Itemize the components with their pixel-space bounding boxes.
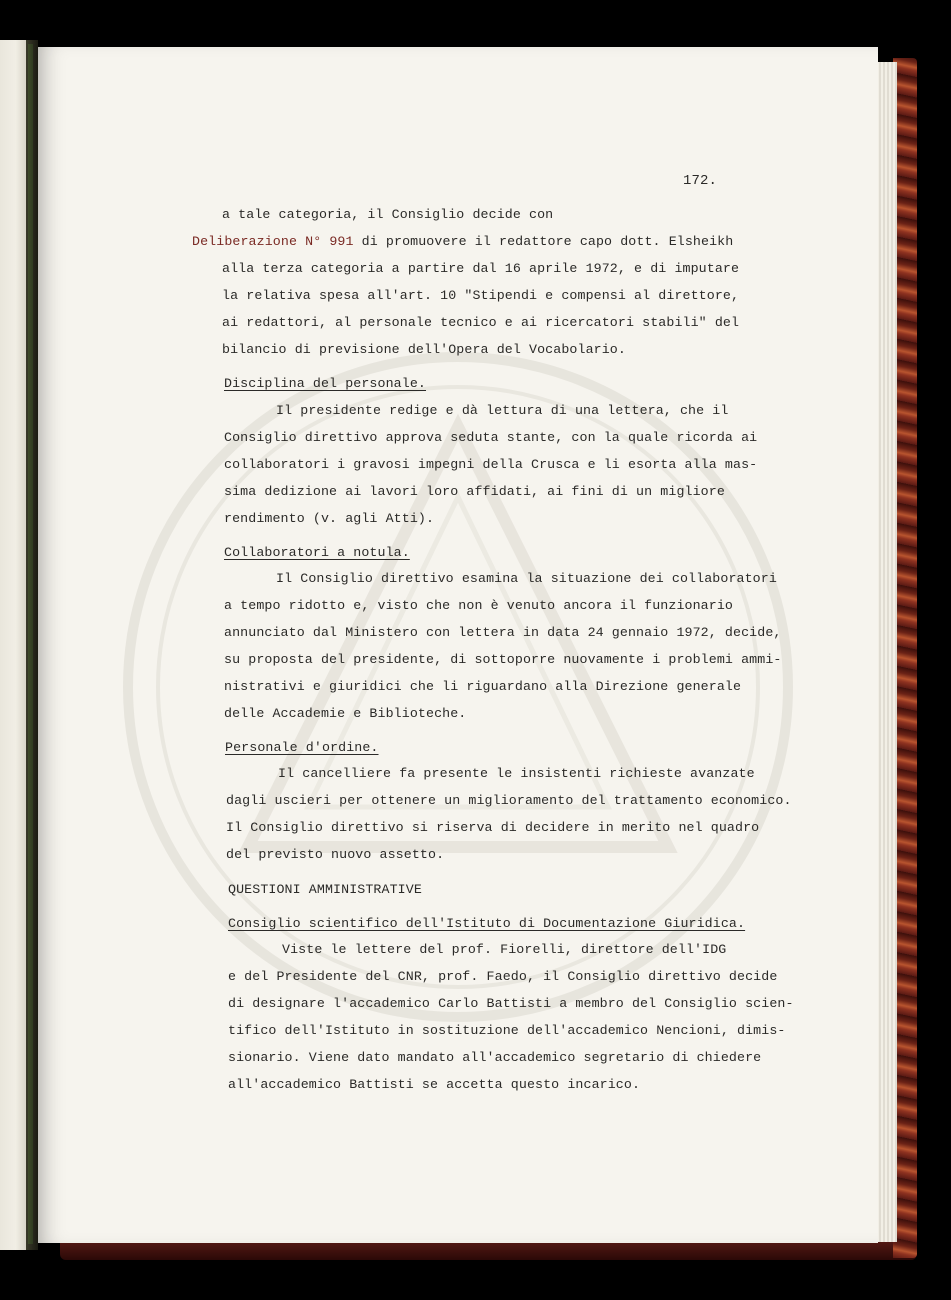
paragraph-line: all'accademico Battisti se accetta questo incarico. <box>228 1077 641 1092</box>
paragraph-line: Il Consiglio direttivo esamina la situazione dei collaboratori <box>276 571 777 586</box>
deliberation-reference: Deliberazione N° 991 <box>192 234 354 249</box>
paragraph-line: collaboratori i gravosi impegni della Crusca e li esorta alla mas- <box>224 457 758 472</box>
section-heading: Collaboratori a notula. <box>224 545 410 560</box>
section-heading: Disciplina del personale. <box>224 376 426 391</box>
paragraph-line: Viste le lettere del prof. Fiorelli, direttore dell'IDG <box>282 942 727 957</box>
paragraph-line: nistrativi e giuridici che li riguardano alla Direzione generale <box>224 679 742 694</box>
paragraph-line: bilancio di previsione dell'Opera del Vocabolario. <box>222 342 626 357</box>
paragraph-line-rest: di promuovere il redattore capo dott. Elsheikh <box>353 234 734 249</box>
paragraph-line: Consiglio direttivo approva seduta stante, con la quale ricorda ai <box>224 430 758 445</box>
paragraph-line: Il Consiglio direttivo si riserva di decidere in merito nel quadro <box>226 820 760 835</box>
page-number: 172. <box>683 173 718 189</box>
paragraph-line: del previsto nuovo assetto. <box>226 847 445 862</box>
paragraph-line: a tempo ridotto e, visto che non è venuto ancora il funzionario <box>224 598 734 613</box>
paragraph-line: Il cancelliere fa presente le insistenti richieste avanzate <box>278 766 755 781</box>
section-title: QUESTIONI AMMINISTRATIVE <box>228 882 422 897</box>
paragraph-line: delle Accademie e Biblioteche. <box>224 706 467 721</box>
paragraph-line: Il presidente redige e dà lettura di una lettera, che il <box>276 403 729 418</box>
paragraph-line: sima dedizione ai lavori loro affidati, ai fini di un migliore <box>224 484 725 499</box>
document-page <box>38 47 878 1243</box>
paragraph-line: e del Presidente del CNR, prof. Faedo, il Consiglio direttivo decide <box>228 969 778 984</box>
paragraph-line: annunciato dal Ministero con lettera in data 24 gennaio 1972, decide, <box>224 625 782 640</box>
paragraph-line: a tale categoria, il Consiglio decide con <box>222 207 554 222</box>
paragraph-line: alla terza categoria a partire dal 16 aprile 1972, e di imputare <box>222 261 740 276</box>
paragraph-line: su proposta del presidente, di sottoporre nuovamente i problemi ammi- <box>224 652 782 667</box>
paragraph-line: tifico dell'Istituto in sostituzione dell'accademico Nencioni, dimis- <box>228 1023 786 1038</box>
paragraph-line: la relativa spesa all'art. 10 "Stipendi e compensi al direttore, <box>222 288 740 303</box>
paragraph-line: di designare l'accademico Carlo Battisti a membro del Consiglio scien- <box>228 996 794 1011</box>
paragraph-line <box>192 234 733 249</box>
paragraph-line: ai redattori, al personale tecnico e ai ricercatori stabili" del <box>222 315 740 330</box>
section-heading: Consiglio scientifico dell'Istituto di Documentazione Giuridica. <box>228 916 746 931</box>
gutter-binding <box>28 44 33 1244</box>
paragraph-line: rendimento (v. agli Atti). <box>224 511 435 526</box>
paragraph-line: dagli uscieri per ottenere un miglioramento del trattamento economico. <box>226 793 792 808</box>
paragraph-line: sionario. Viene dato mandato all'accademico segretario di chiedere <box>228 1050 762 1065</box>
left-page-edge <box>0 40 27 1250</box>
section-heading: Personale d'ordine. <box>225 740 379 755</box>
